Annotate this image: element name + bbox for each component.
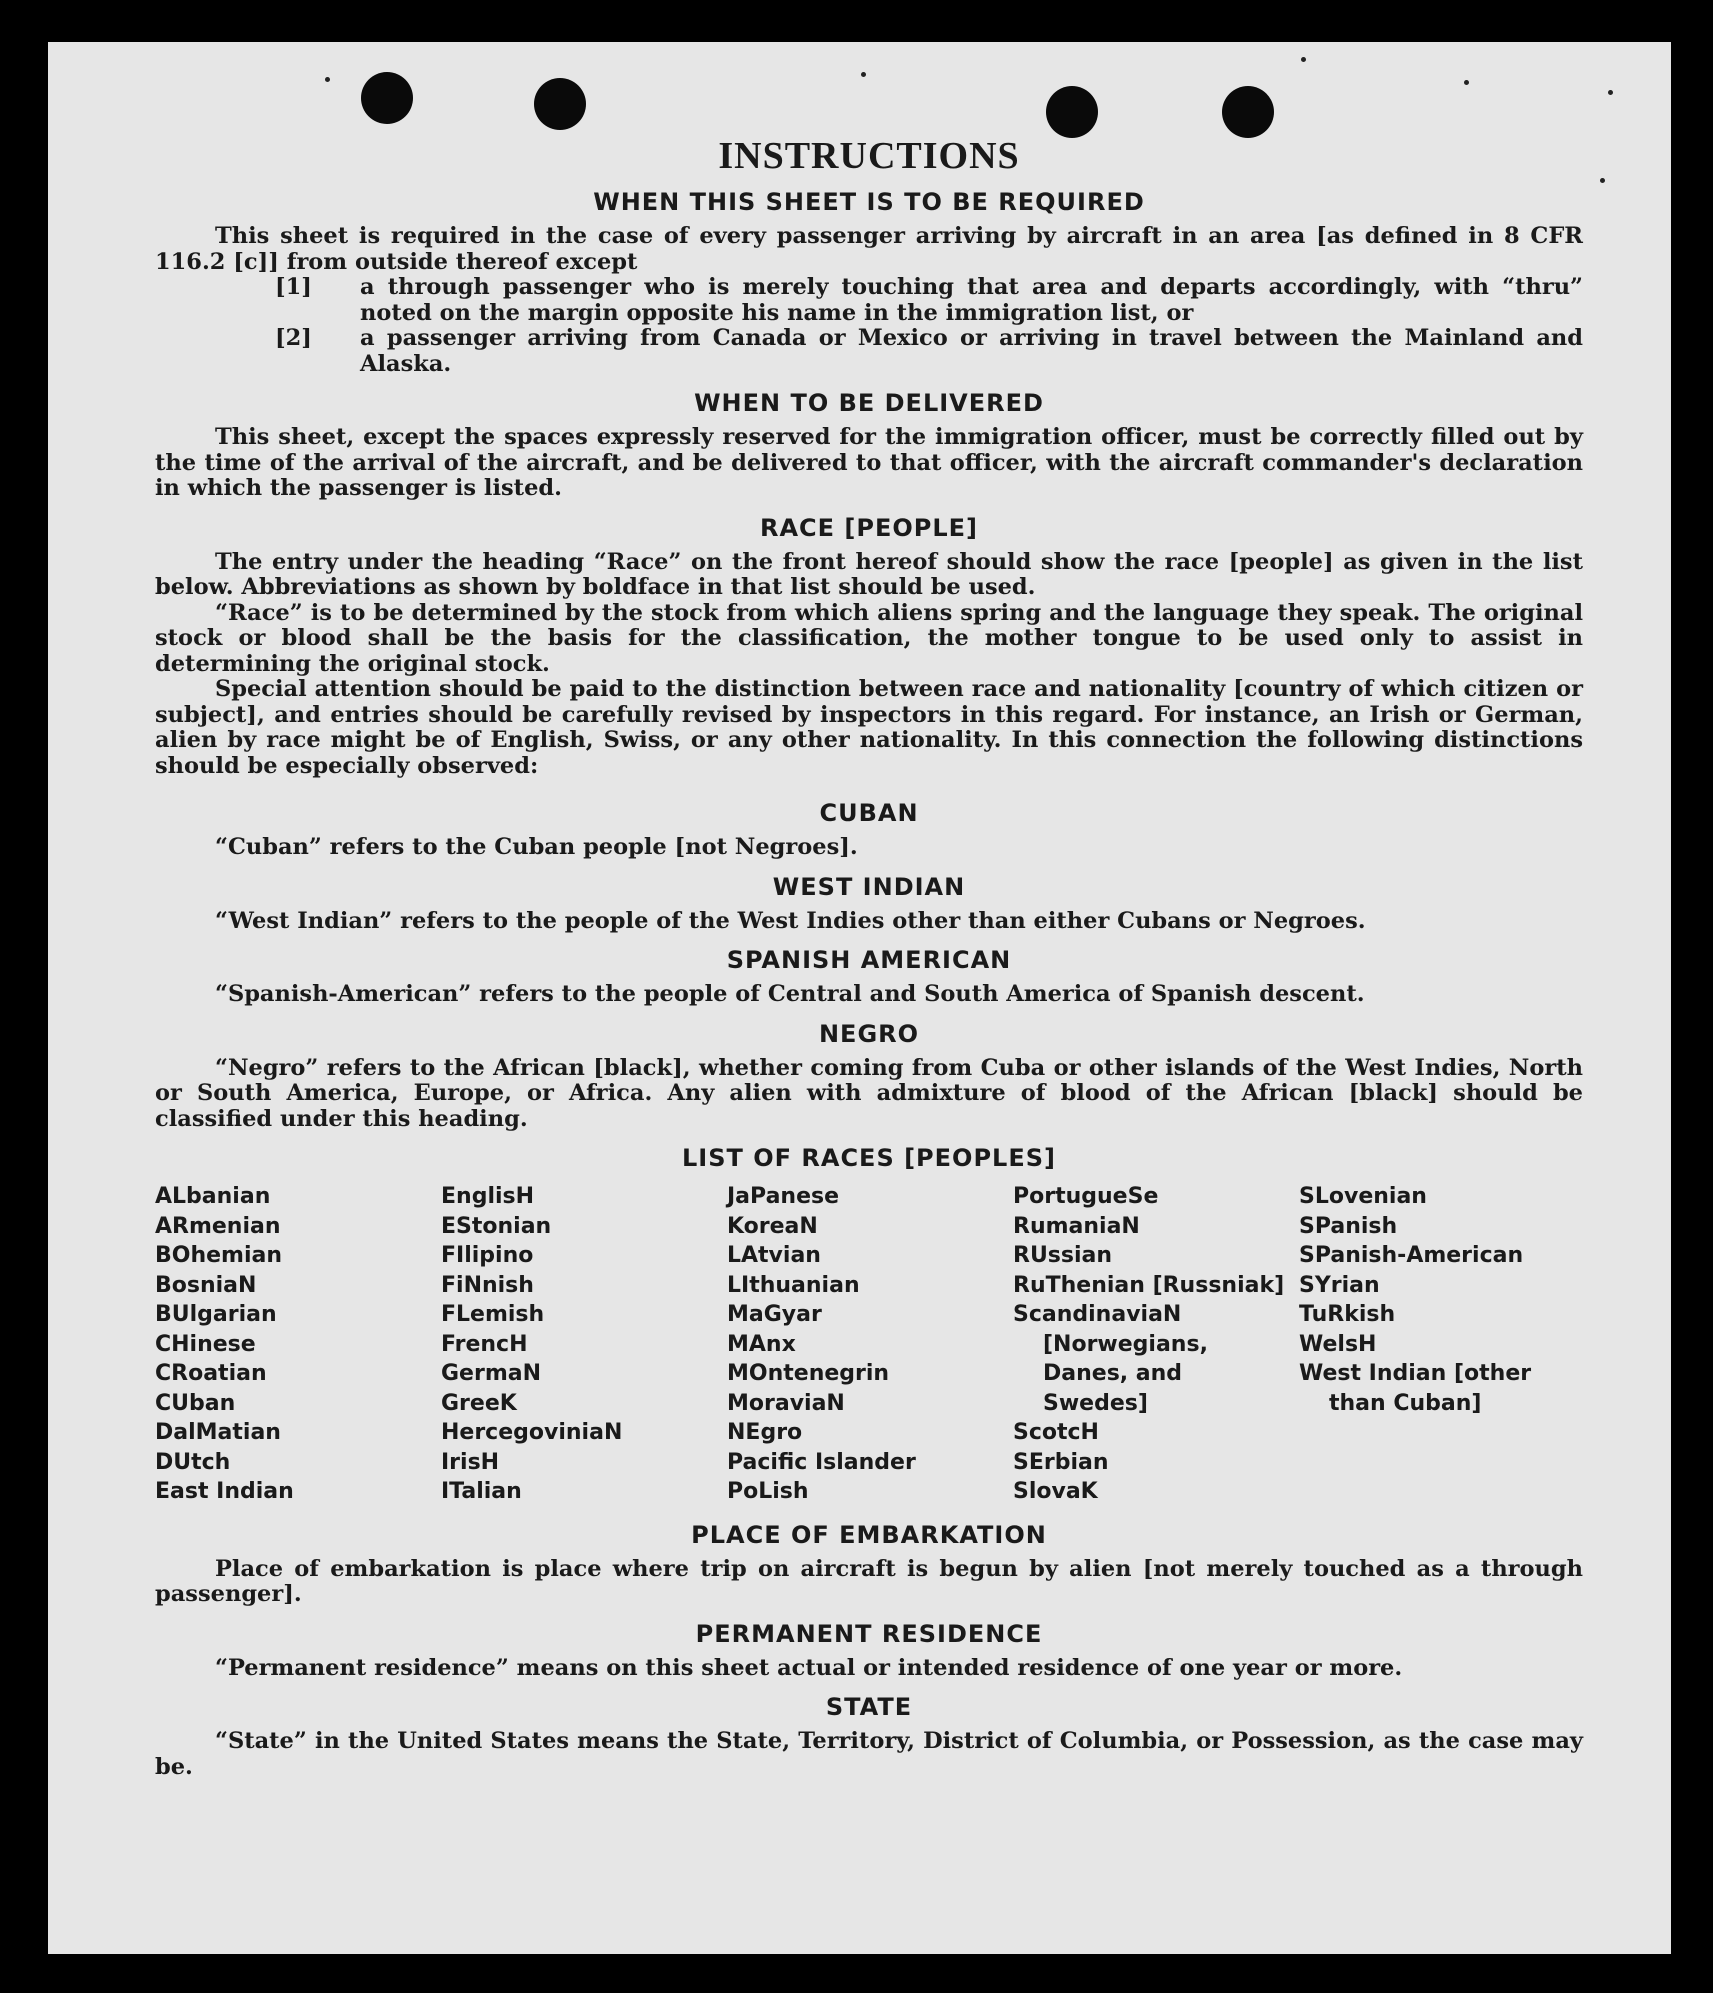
race-item: CUban [155,1390,236,1416]
item-number: [2] [275,325,312,351]
race-item: GermaN [441,1361,542,1386]
heading-when-required: WHEN THIS SHEET IS TO BE REQUIRED [593,188,1145,216]
race-item: DalMatian [155,1420,281,1445]
cuban-text: “Cuban” refers to the Cuban people [not Negroes]. [215,834,858,860]
race-item: ARmenian [155,1213,281,1239]
race-item: EStonian [441,1213,552,1239]
speck [1608,90,1613,95]
heading-race: RACE [PEOPLE] [759,513,979,542]
race-item: ALbanian [155,1184,271,1209]
race-item: SPanish-American [1299,1243,1524,1268]
punch-hole [1046,86,1098,138]
race-item: DUtch [155,1449,231,1475]
race-paragraph: The entry under the heading “Race” on the front hereof should show the race [people] as given in the list below. Abbreviations as shown by boldface in that list should be used. [155,548,1583,600]
speck [1600,178,1605,183]
race-item: SlovaK [1013,1479,1098,1504]
race-item: BOhemian [155,1243,283,1268]
race-item: NEgro [727,1420,803,1445]
races-column-3 [727,1182,1013,1507]
race-item: BUlgarian [155,1302,277,1327]
race-item: EnglisH [441,1184,535,1209]
race-item: JaPanese [727,1184,840,1209]
race-item: ScandinaviaN [Norwegians, Danes, and Swedes] [1013,1302,1208,1416]
heading-spanish-american: SPANISH AMERICAN [726,946,1012,974]
state-text: “State” in the United States means the State, Territory, District of Columbia, or Possession, as the case may be. [155,1728,1583,1780]
exception-item [155,326,1583,377]
heading-negro: NEGRO [818,1019,920,1048]
races-list [155,1182,1583,1507]
punch-hole [1222,86,1274,138]
heading-west-indian: WEST INDIAN [772,872,966,901]
page-title: INSTRUCTIONS [718,135,1020,177]
heading-embarkation: PLACE OF EMBARKATION [691,1520,1047,1549]
race-item: RuThenian [Russniak] [1013,1272,1285,1298]
heading-state: STATE [825,1693,913,1721]
heading-cuban: CUBAN [819,799,919,827]
spanish-american-text: “Spanish-American” refers to the people of Central and South America of Spanish descent. [215,981,1365,1007]
race-item: RumaniaN [1013,1213,1140,1239]
embarkation-text: Place of embarkation is place where trip on aircraft is begun by alien [not merely touched as a through passenger]. [155,1555,1583,1607]
race-item: MOntenegrin [727,1361,890,1386]
race-item: CRoatian [155,1361,267,1386]
race-item: HercegoviniaN [441,1420,623,1445]
race-item: FiNnish [441,1272,534,1298]
race-item: PortugueSe [1013,1184,1159,1209]
race-item: Pacific Islander [727,1449,916,1475]
punch-hole [534,78,586,130]
race-item: PoLish [727,1479,809,1504]
race-item: FrencH [441,1331,528,1357]
speck [1301,57,1306,62]
race-item: CHinese [155,1331,256,1357]
race-paragraph: Special attention should be paid to the distinction between race and nationality [country of which citizen or subject], and entries should be carefully revised by inspectors in this regard. For instance, an Irish or German, alien by race might be of English, Swiss, or any other nationality. In this connection the following distinctions should be especially observed: [155,676,1583,779]
race-item: MAnx [727,1331,796,1357]
race-item: TuRkish [1299,1302,1396,1327]
heading-list-of-races: LIST OF RACES [PEOPLES] [682,1144,1056,1172]
race-item: BosniaN [155,1272,257,1298]
race-item: SYrian [1299,1272,1380,1298]
residence-text: “Permanent residence” means on this sheet actual or intended residence of one year or more. [215,1654,1403,1681]
required-intro: This sheet is required in the case of every passenger arriving by aircraft in an area [as defined in 8 CFR 116.2 [c]] from outside thereof except [155,223,1583,275]
race-item: RUssian [1013,1243,1113,1268]
race-item: ITalian [441,1479,522,1504]
heading-permanent-residence: PERMANENT RESIDENCE [695,1619,1043,1648]
race-item: IrisH [441,1449,500,1475]
item-text: a through passenger who is merely touching that area and departs accordingly, with “thru” noted on the margin opposite his name in the immigration list, or [360,274,1583,326]
race-item: SErbian [1013,1449,1109,1475]
race-item: FIlipino [441,1243,534,1268]
race-item: MaGyar [727,1302,822,1327]
punch-hole [361,72,413,124]
race-item: LIthuanian [727,1272,860,1298]
speck [861,72,866,77]
race-item: LAtvian [727,1243,821,1268]
heading-when-delivered: WHEN TO BE DELIVERED [694,389,1044,417]
races-column-1 [155,1182,441,1507]
item-text: a passenger arriving from Canada or Mexico or arriving in travel between the Mainland and Alaska. [360,325,1583,377]
races-column-2 [441,1182,727,1507]
race-item: FLemish [441,1302,545,1327]
delivered-text: This sheet, except the spaces expressly reserved for the immigration officer, must be correctly filled out by the time of the arrival of the aircraft, and be delivered to that officer, with the aircraft commander's declaration in which the passenger is listed. [155,424,1583,501]
race-item: MoraviaN [727,1390,845,1416]
race-paragraph: “Race” is to be determined by the stock from which aliens spring and the language they speak. The original stock or blood shall be the basis for the classification, the mother tongue to be used only to assist in determining the original stock. [155,599,1583,677]
document-page [48,42,1671,1954]
item-number: [1] [275,274,312,300]
race-item: ScotcH [1013,1420,1099,1445]
race-item: GreeK [441,1390,517,1416]
race-item: WelsH [1299,1331,1377,1357]
races-column-5 [1299,1182,1583,1507]
race-item: KoreaN [727,1213,818,1239]
race-item: East Indian [155,1479,294,1504]
instructions-body [155,134,1583,1780]
races-column-4 [1013,1182,1299,1507]
west-indian-text: “West Indian” refers to the people of the West Indies other than either Cubans or Negroes. [215,907,1366,934]
speck [325,77,330,82]
speck [1464,80,1469,85]
negro-text: “Negro” refers to the African [black], whether coming from Cuba or other islands of the West Indies, North or South America, Europe, or Africa. Any alien with admixture of blood of the African [black] should be classified under this heading. [155,1054,1583,1132]
race-item: SPanish [1299,1213,1398,1239]
race-item: West Indian [other than Cuban] [1299,1361,1532,1416]
race-item: SLovenian [1299,1184,1427,1209]
exception-item [155,275,1583,326]
